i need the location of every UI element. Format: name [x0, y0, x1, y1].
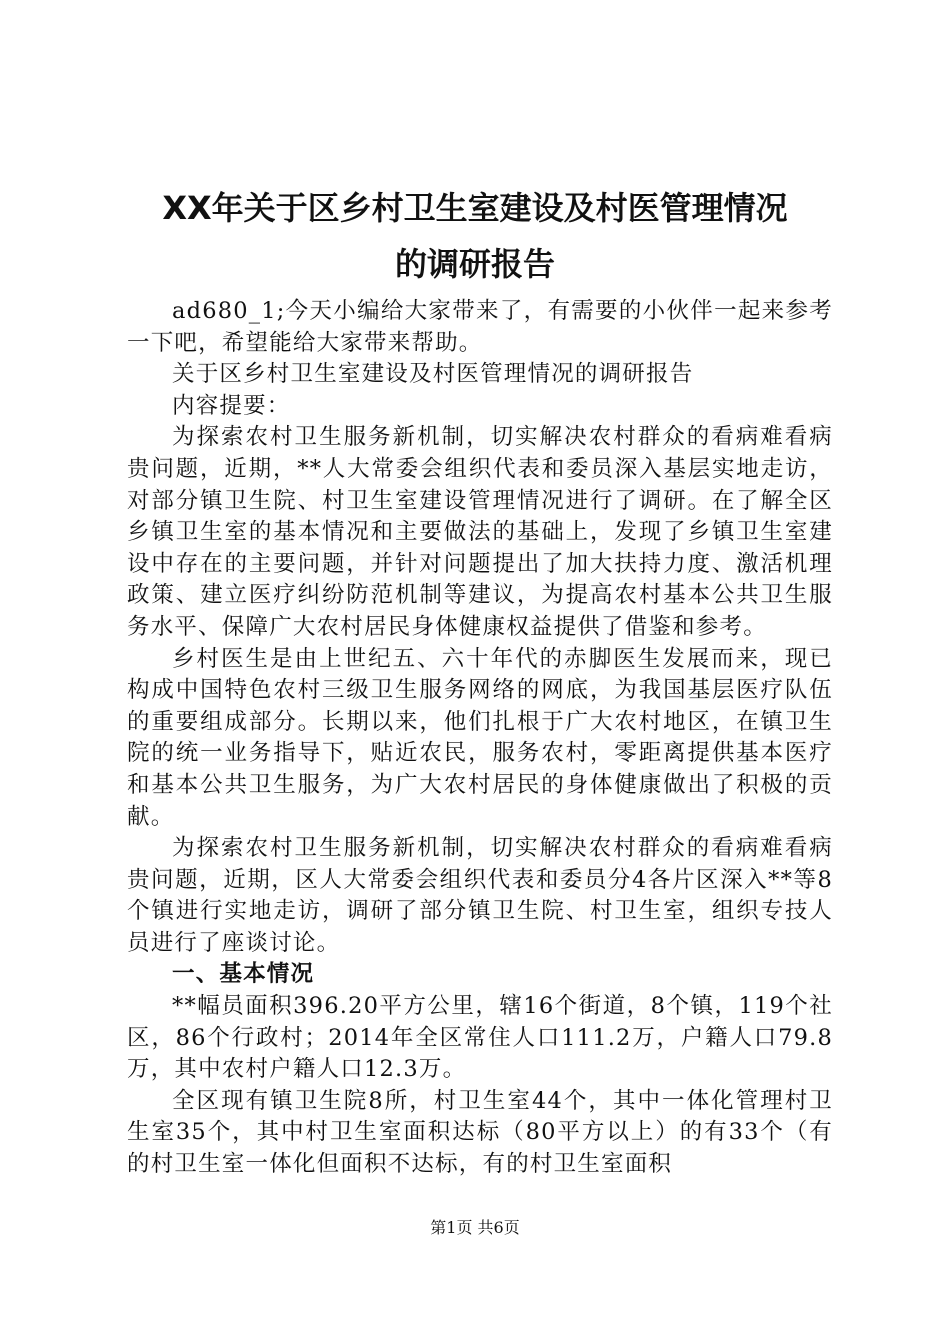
- section-heading: 一、基本情况: [172, 961, 315, 988]
- document-title-line2: 的调研报告: [394, 245, 555, 283]
- document-body: [127, 296, 833, 1181]
- body-paragraph: 乡村医生是由上世纪五、六十年代的赤脚医生发展而来，现已构成中国特色农村三级卫生服务网络的网底，为我国基层医疗队伍的重要组成部分。长期以来，他们扎根于广大农村地区，在镇卫生院的统一业务指导下，贴近农民，服务农村，零距离提供基本医疗和基本公共卫生服务，为广大农村居民的身体健康做出了积极的贡献。: [127, 645, 833, 830]
- summary-paragraph: 为探索农村卫生服务新机制，切实解决农村群众的看病难看病贵问题，近期，**人大常委会组织代表和委员深入基层实地走访，对部分镇卫生院、村卫生室建设管理情况进行了调研。在了解全区乡镇卫生室的基本情况和主要做法的基础上，发现了乡镇卫生室建设中存在的主要问题，并针对问题提出了加大扶持力度、激活机理政策、建立医疗纠纷防范机制等建议，为提高农村基本公共卫生服务水平、保障广大农村居民身体健康权益提供了借鉴和参考。: [127, 424, 833, 640]
- document-title-line1: XX年关于区乡村卫生室建设及村医管理情况: [162, 189, 788, 227]
- body-paragraph: 全区现有镇卫生院8所，村卫生室44个，其中一体化管理村卫生室35个，其中村卫生室面积达标（80平方以上）的有33个（有的村卫生室一体化但面积不达标，有的村卫生室面积: [127, 1087, 833, 1178]
- body-paragraph: 为探索农村卫生服务新机制，切实解决农村群众的看病难看病贵问题，近期，区人大常委会组织代表和委员分4各片区深入**等8个镇进行实地走访，调研了部分镇卫生院、村卫生室，组织专技人员进行了座谈讨论。: [127, 835, 833, 956]
- body-paragraph: **幅员面积396.20平方公里，辖16个街道，8个镇，119个社区，86个行政村；2014年全区常住人口111.2万，户籍人口79.8万，其中农村户籍人口12.3万。: [127, 993, 833, 1083]
- report-subtitle: 关于区乡村卫生室建设及村医管理情况的调研报告: [172, 361, 694, 388]
- intro-paragraph: ad680_1;今天小编给大家带来了，有需要的小伙伴一起来参考一下吧，希望能给大家带来帮助。: [127, 298, 833, 356]
- page-footer: 第1页 共6页: [430, 1218, 520, 1237]
- summary-label: 内容提要：: [172, 392, 291, 419]
